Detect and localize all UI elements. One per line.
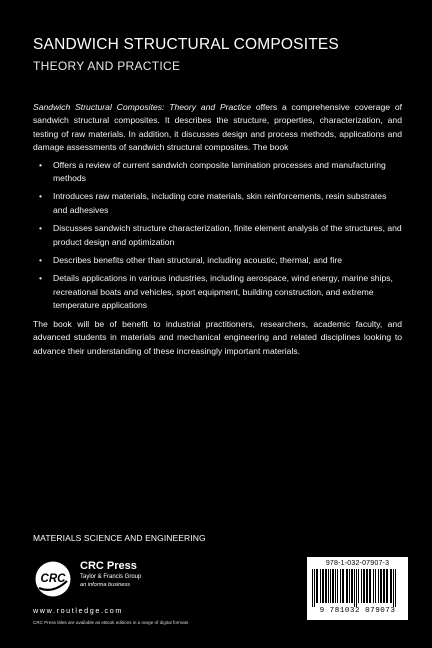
barcode-bar (393, 569, 394, 607)
isbn-number: 978-1-032-07907-3 (325, 560, 390, 567)
barcode-bar (380, 569, 382, 603)
barcode-bar (330, 569, 331, 603)
feature-list (33, 159, 402, 313)
barcode-bar (312, 569, 313, 607)
barcode-bar (395, 569, 396, 607)
barcode-bar (335, 569, 336, 603)
list-item (33, 159, 402, 186)
barcode-bar (373, 569, 374, 603)
bullet-icon: • (39, 273, 43, 284)
barcode-bar (378, 569, 379, 603)
barcode-bar (386, 569, 388, 603)
cover-title: SANDWICH STRUCTURAL COMPOSITES (33, 36, 339, 53)
barcode-bar (316, 569, 318, 603)
barcode-bar (320, 569, 321, 603)
book-title-italic: Sandwich Structural Composites: Theory and Practice (33, 102, 251, 112)
bullet-icon: • (39, 255, 43, 266)
intro-text: offers a comprehensive coverage of sandwich structural composites. It describes the structure, properties, characterization, and testing of raw materials. In addition, it discusses design and process methods, applications and damage assessments of sandwich structural composites. The book (33, 102, 402, 153)
bullet-icon: • (39, 159, 43, 170)
barcode-bar (346, 569, 348, 603)
barcode-bar (328, 569, 329, 603)
outro-paragraph: The book will be of benefit to industrial practitioners, researchers, academic faculty, and advanced students in materials and mechanical engineering and related disciplines looking to advance their understanding of these increasingly important materials. (33, 318, 402, 356)
intro-paragraph (33, 101, 402, 155)
logo-text: CRC (40, 573, 66, 585)
barcode-bar (342, 569, 344, 603)
list-item (33, 254, 402, 267)
publisher-group: Taylor & Francis Group (80, 574, 142, 580)
barcode-bar (390, 569, 392, 603)
list-item (33, 222, 402, 249)
barcode-digits: 9 781032 079073 (319, 607, 396, 615)
website-link[interactable]: www.routledge.com (33, 606, 123, 615)
description (33, 101, 402, 358)
publisher-business: an informa business (80, 582, 131, 588)
barcode-bar (332, 569, 334, 603)
barcode-bar (358, 569, 359, 603)
barcode-bar (383, 569, 385, 603)
ebook-footnote: CRC Press titles are available as eBook editions in a range of digital formats (33, 620, 189, 625)
barcode-bar (369, 569, 371, 603)
barcode-bar (351, 569, 353, 603)
list-item (33, 190, 402, 217)
series-label: MATERIALS SCIENCE AND ENGINEERING (33, 533, 206, 543)
barcode (307, 557, 408, 620)
bullet-icon: • (39, 223, 43, 234)
barcode-bar (340, 569, 341, 603)
list-item-text: Discusses sandwich structure characterization, finite element analysis of the structures, and product design and optimization (53, 223, 402, 247)
list-item (33, 272, 402, 312)
crc-logo-icon (33, 559, 73, 599)
bullet-icon: • (39, 191, 43, 202)
list-item-text: Describes benefits other than structural, including acoustic, thermal, and fire (53, 255, 342, 266)
list-item-text: Offers a review of current sandwich composite lamination processes and manufacturing methods (53, 159, 386, 184)
barcode-bar (366, 569, 368, 603)
barcode-bar (375, 569, 376, 603)
cover-subtitle: THEORY AND PRACTICE (33, 59, 181, 73)
list-item-text: Details applications in various industries, including aerospace, wind energy, marine ships, recreational boats and vehicles, sport equipment, building construction, and extreme temperature applications (53, 273, 393, 311)
barcode-bar (363, 569, 365, 603)
barcode-bar (325, 569, 327, 603)
barcode-bar (337, 569, 338, 603)
publisher-name: CRC Press (80, 560, 137, 572)
barcode-bar (354, 569, 355, 607)
barcode-bars (311, 569, 404, 607)
barcode-bar (349, 569, 350, 603)
barcode-bar (361, 569, 362, 603)
list-item-text: Introduces raw materials, including core materials, skin reinforcements, resin substrates and adhesives (53, 191, 387, 215)
barcode-bar (314, 569, 315, 607)
barcode-bar (356, 569, 357, 607)
barcode-bar (322, 569, 324, 603)
